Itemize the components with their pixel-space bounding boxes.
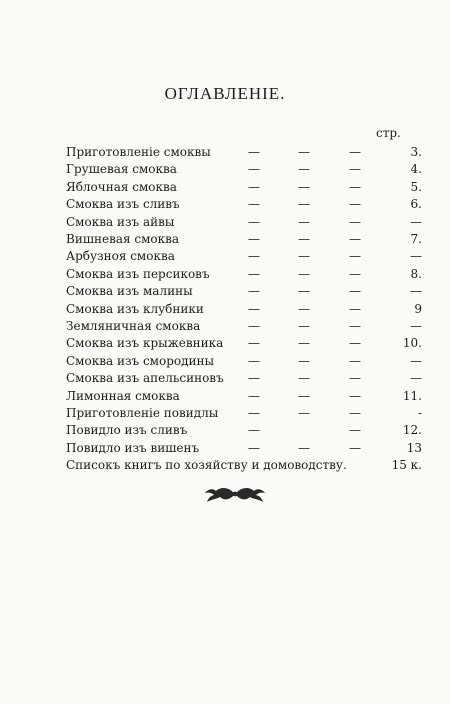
leader-dash: —: [248, 336, 260, 351]
leader-dash: —: [248, 423, 260, 438]
leader-dash: —: [298, 232, 310, 246]
toc-page-number: —: [410, 353, 422, 368]
leader-dash: —: [349, 179, 361, 194]
toc-page-number: 12.: [402, 423, 422, 438]
toc-row: [66, 214, 422, 231]
toc-row: [66, 179, 422, 196]
toc-row: [66, 144, 422, 161]
leader-dash: —: [349, 162, 361, 177]
leader-dash: —: [298, 284, 310, 299]
toc-row: [66, 248, 422, 265]
leader-dash: —: [298, 353, 310, 368]
toc-entry-label: Приготовленіе повидлы: [66, 406, 219, 420]
toc-entry-label: Яблочная смоква: [66, 179, 177, 194]
toc-page-number: —: [410, 249, 422, 264]
toc-entry-label: Смоква изъ смородины: [66, 353, 215, 368]
toc-row: [66, 301, 422, 318]
leader-dash: —: [248, 284, 260, 299]
toc-entry-label: Арбузноя смоква: [66, 249, 175, 264]
toc-entry-label: Смоква изъ малины: [66, 284, 193, 299]
leader-dash: —: [349, 232, 361, 246]
toc-entry-label: Земляничная смоква: [66, 319, 201, 333]
leader-dash: —: [349, 145, 361, 159]
leader-dash: —: [248, 266, 260, 281]
leader-dash: —: [349, 284, 361, 299]
leader-dash: —: [248, 232, 260, 246]
leader-dash: —: [298, 301, 310, 316]
toc-entry-label: Смоква изъ крыжевника: [66, 336, 224, 351]
leader-dash: —: [298, 371, 310, 386]
leader-dash: —: [349, 319, 361, 333]
leader-dash: —: [349, 353, 361, 368]
leader-dash: —: [248, 353, 260, 368]
toc-entry-label: Грушевая смоква: [66, 162, 177, 177]
leader-dash: —: [248, 388, 260, 403]
leader-dash: —: [349, 214, 361, 229]
ornament-icon: [204, 484, 266, 504]
toc-page-number: 9: [414, 301, 422, 316]
toc-page-number: 13: [406, 440, 422, 455]
toc-page-number: 4.: [410, 162, 422, 177]
toc-page-number: 8.: [410, 266, 422, 281]
leader-dash: —: [298, 179, 310, 194]
toc-entry-label: Списокъ книгъ по хозяйству и домоводству.: [66, 458, 347, 473]
leader-dash: —: [349, 336, 361, 351]
leader-dash: —: [349, 406, 361, 420]
toc-page-number: 3.: [410, 145, 422, 159]
leader-dash: —: [349, 440, 361, 455]
toc-row: [66, 422, 422, 439]
toc-row: [66, 283, 422, 300]
toc-page-number: 5.: [410, 179, 422, 194]
leader-dash: —: [248, 319, 260, 333]
toc-title: ОГЛАВЛЕНІЕ.: [164, 84, 286, 103]
leader-dash: —: [349, 423, 361, 438]
toc-page-number: 15 к.: [391, 458, 422, 473]
toc-entry-label: Смоква изъ клубники: [66, 301, 204, 316]
toc-row: [66, 370, 422, 387]
toc-entry-label: Смоква изъ персиковъ: [66, 266, 210, 281]
toc-entry-label: Приготовленіе смоквы: [66, 145, 211, 159]
leader-dash: —: [248, 197, 260, 212]
toc-page-number: 6.: [410, 197, 422, 212]
leader-dash: —: [298, 266, 310, 281]
toc-page-number: 11.: [402, 388, 422, 403]
toc-page-number: 10.: [402, 336, 422, 351]
leader-dash: —: [298, 336, 310, 351]
leader-dash: —: [349, 371, 361, 386]
toc-page-number: —: [410, 319, 422, 333]
toc-entry-label: Вишневая смоква: [66, 232, 180, 246]
page-column-header: стр.: [376, 126, 401, 140]
leader-dash: —: [298, 145, 310, 159]
toc-entry-label: Смоква изъ айвы: [66, 214, 175, 229]
leader-dash: —: [248, 301, 260, 316]
leader-dash: —: [248, 162, 260, 177]
toc-row: [66, 161, 422, 178]
toc-entry-label: Повидло изъ вишенъ: [66, 440, 200, 455]
toc-row: [66, 388, 422, 405]
leader-dash: —: [349, 249, 361, 264]
toc-row: [66, 405, 422, 422]
toc-entry-label: Смоква изъ апельсиновъ: [66, 371, 224, 386]
toc-page-number: 7.: [410, 232, 422, 246]
toc-row: [66, 266, 422, 283]
leader-dash: —: [248, 179, 260, 194]
toc-entry-label: Лимонная смоква: [66, 388, 180, 403]
leader-dash: —: [298, 249, 310, 264]
toc-row: [66, 318, 422, 335]
leader-dash: —: [298, 214, 310, 229]
leader-dash: —: [248, 406, 260, 420]
leader-dash: —: [298, 162, 310, 177]
leader-dash: —: [298, 406, 310, 420]
leader-dash: —: [349, 301, 361, 316]
toc-page-number: —: [410, 371, 422, 386]
leader-dash: —: [298, 197, 310, 212]
leader-dash: —: [298, 388, 310, 403]
toc-row: [66, 353, 422, 370]
toc-row: [66, 231, 422, 248]
leader-dash: —: [248, 440, 260, 455]
leader-dash: —: [248, 214, 260, 229]
leader-dash: —: [349, 266, 361, 281]
leader-dash: —: [298, 319, 310, 333]
toc-entry-label: Смоква изъ сливъ: [66, 197, 180, 212]
leader-dash: —: [248, 249, 260, 264]
toc-page-number: —: [410, 284, 422, 299]
leader-dash: —: [248, 371, 260, 386]
leader-dash: —: [298, 440, 310, 455]
leader-dash: —: [349, 388, 361, 403]
toc-row: [66, 457, 422, 474]
toc-page-number: -: [417, 406, 422, 420]
toc-row: [66, 196, 422, 213]
toc-entry-label: Повидло изъ сливъ: [66, 423, 188, 438]
toc-row: [66, 335, 422, 352]
leader-dash: —: [349, 197, 361, 212]
leader-dash: —: [248, 145, 260, 159]
toc-row: [66, 440, 422, 457]
toc-page-number: —: [410, 214, 422, 229]
